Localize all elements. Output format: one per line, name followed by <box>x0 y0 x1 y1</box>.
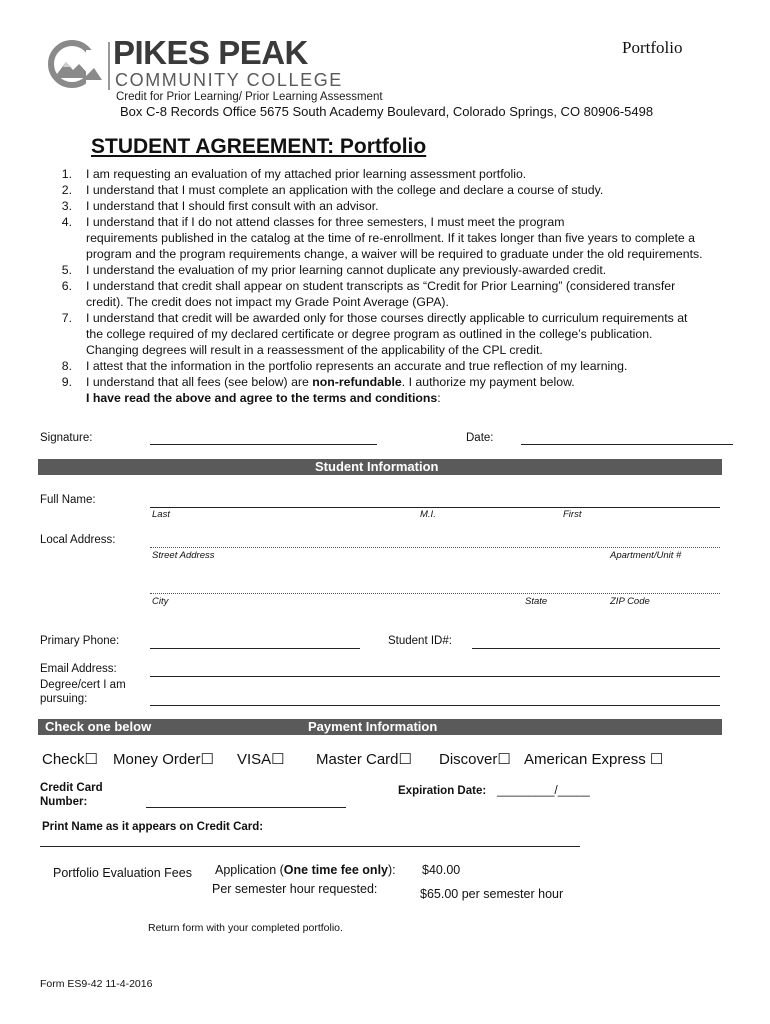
agreement-item-cont: the college required of my declared certificate or degree program as outlined in the college’s publication. <box>86 327 653 341</box>
last-name-caption: Last <box>152 509 170 520</box>
state-caption: State <box>525 596 548 607</box>
agree-statement <box>86 391 441 405</box>
logo-divider <box>108 42 110 90</box>
credit-card-label: Credit Card <box>40 782 103 794</box>
agreement-item: I understand that credit will be awarded only for those courses directly applicable to curriculum requirements at <box>86 311 688 325</box>
visa-option[interactable]: VISA☐ <box>237 751 285 768</box>
middle-initial-caption: M.I. <box>420 509 436 520</box>
item-number: 4. <box>61 215 72 229</box>
semester-hour-amount: $65.00 per semester hour <box>420 887 564 901</box>
apartment-caption: Apartment/Unit # <box>610 550 682 561</box>
item-number: 8. <box>61 359 72 373</box>
payment-header-bar <box>38 719 722 735</box>
local-address-label: Local Address: <box>40 534 116 546</box>
full-name-label: Full Name: <box>40 494 96 506</box>
item-number: 6. <box>61 279 72 293</box>
item-number: 5. <box>61 263 72 277</box>
american-express-option[interactable]: American Express ☐ <box>524 751 664 768</box>
agree-bold: I have read the above and agree to the terms and conditions <box>86 391 438 405</box>
app-bold: One time fee only <box>283 863 388 877</box>
item-number: 2. <box>61 183 72 197</box>
mastercard-option[interactable]: Master Card☐ <box>316 751 412 768</box>
return-note: Return form with your completed portfolio. <box>148 922 343 934</box>
item9-rest: . I authorize my payment below. <box>401 375 575 389</box>
payment-info-title: Payment Information <box>308 719 438 734</box>
app-pre: Application ( <box>215 863 284 877</box>
item-number: 3. <box>61 199 72 213</box>
money-order-option[interactable]: Money Order☐ <box>113 751 214 768</box>
agreement-item: I attest that the information in the portfolio represents an accurate and true reflection of my learning. <box>86 359 628 373</box>
item-number: 7. <box>61 311 72 325</box>
degree-field[interactable] <box>150 705 720 706</box>
agreement-item-cont: requirements published in the catalog at the time of re-enrollment. If it takes longer than five years to complete a <box>86 231 696 245</box>
application-fee-label <box>215 863 396 877</box>
street-address-field[interactable] <box>150 547 720 548</box>
form-id: Form ES9-42 11-4-2016 <box>40 978 153 990</box>
city-caption: City <box>152 596 169 607</box>
zip-caption: ZIP Code <box>610 596 650 607</box>
credit-card-number-field[interactable] <box>146 807 346 808</box>
agreement-item: I understand that credit shall appear on student transcripts as “Credit for Prior Learning” (considered transfer <box>86 279 676 293</box>
app-post: ): <box>388 863 396 877</box>
phone-label: Primary Phone: <box>40 635 120 647</box>
office-address: Box C-8 Records Office 5675 South Academy Boulevard, Colorado Springs, CO 80906-5498 <box>120 104 654 119</box>
form-corner-title: Portfolio <box>622 38 683 57</box>
item9-text: I understand that all fees (see below) are <box>86 375 313 389</box>
agreement-item: I am requesting an evaluation of my attached prior learning assessment portfolio. <box>86 167 527 181</box>
discover-option[interactable]: Discover☐ <box>439 751 511 768</box>
degree-label: Degree/cert I am <box>40 679 126 691</box>
agreement-item-nonrefundable <box>86 375 575 389</box>
agreement-item: I understand that if I do not attend classes for three semesters, I must meet the program <box>86 215 565 229</box>
student-info-title: Student Information <box>315 459 439 474</box>
agree-colon: : <box>437 391 441 405</box>
item-number: 1. <box>61 167 72 181</box>
agreement-item-cont: credit). The credit does not impact my Grade Point Average (GPA). <box>86 295 449 309</box>
student-info-header <box>38 459 722 475</box>
check-option[interactable]: Check☐ <box>42 751 98 768</box>
item-number: 9. <box>61 375 72 389</box>
item9-bold: non-refundable <box>312 375 402 389</box>
expiration-field[interactable]: _________/_____ <box>497 785 590 797</box>
fees-label: Portfolio Evaluation Fees <box>53 866 192 880</box>
print-name-field[interactable] <box>40 846 580 847</box>
college-logo-icon <box>46 40 102 90</box>
signature-field[interactable] <box>150 444 377 445</box>
agreement-item: I understand that I must complete an application with the college and declare a course of study. <box>86 183 604 197</box>
phone-field[interactable] <box>150 648 360 649</box>
city-state-zip-field[interactable] <box>150 593 720 594</box>
application-fee-amount: $40.00 <box>422 863 461 877</box>
print-name-label: Print Name as it appears on Credit Card: <box>42 821 264 833</box>
brand-subtitle: COMMUNITY COLLEGE <box>115 70 343 90</box>
full-name-field[interactable] <box>150 507 720 508</box>
credit-card-label-cont: Number: <box>40 796 88 808</box>
agreement-item-cont: Changing degrees will result in a reassessment of the applicability of the CPL credit. <box>86 343 543 357</box>
agreement-item: I understand the evaluation of my prior learning cannot duplicate any previously-awarded credit. <box>86 263 607 277</box>
student-id-label: Student ID#: <box>388 635 452 647</box>
student-id-field[interactable] <box>472 648 720 649</box>
agreement-item-cont: program and the program requirements change, a waiver will be required to graduate under the old requirements. <box>86 247 703 261</box>
agreement-item: I understand that I should first consult with an advisor. <box>86 199 379 213</box>
email-field[interactable] <box>150 676 720 677</box>
email-label: Email Address: <box>40 663 117 675</box>
agreement-title: STUDENT AGREEMENT: Portfolio <box>91 135 427 158</box>
check-one-title: Check one below <box>45 719 152 734</box>
street-caption: Street Address <box>152 550 215 561</box>
expiration-label: Expiration Date: <box>398 785 487 797</box>
degree-label-cont: pursuing: <box>40 693 88 705</box>
signature-label: Signature: <box>40 432 93 444</box>
date-label: Date: <box>466 432 494 444</box>
semester-hour-label: Per semester hour requested: <box>212 882 378 896</box>
first-name-caption: First <box>563 509 582 520</box>
brand-name: PIKES PEAK <box>113 34 308 71</box>
program-tagline: Credit for Prior Learning/ Prior Learning Assessment <box>116 91 383 103</box>
date-field[interactable] <box>521 444 733 445</box>
